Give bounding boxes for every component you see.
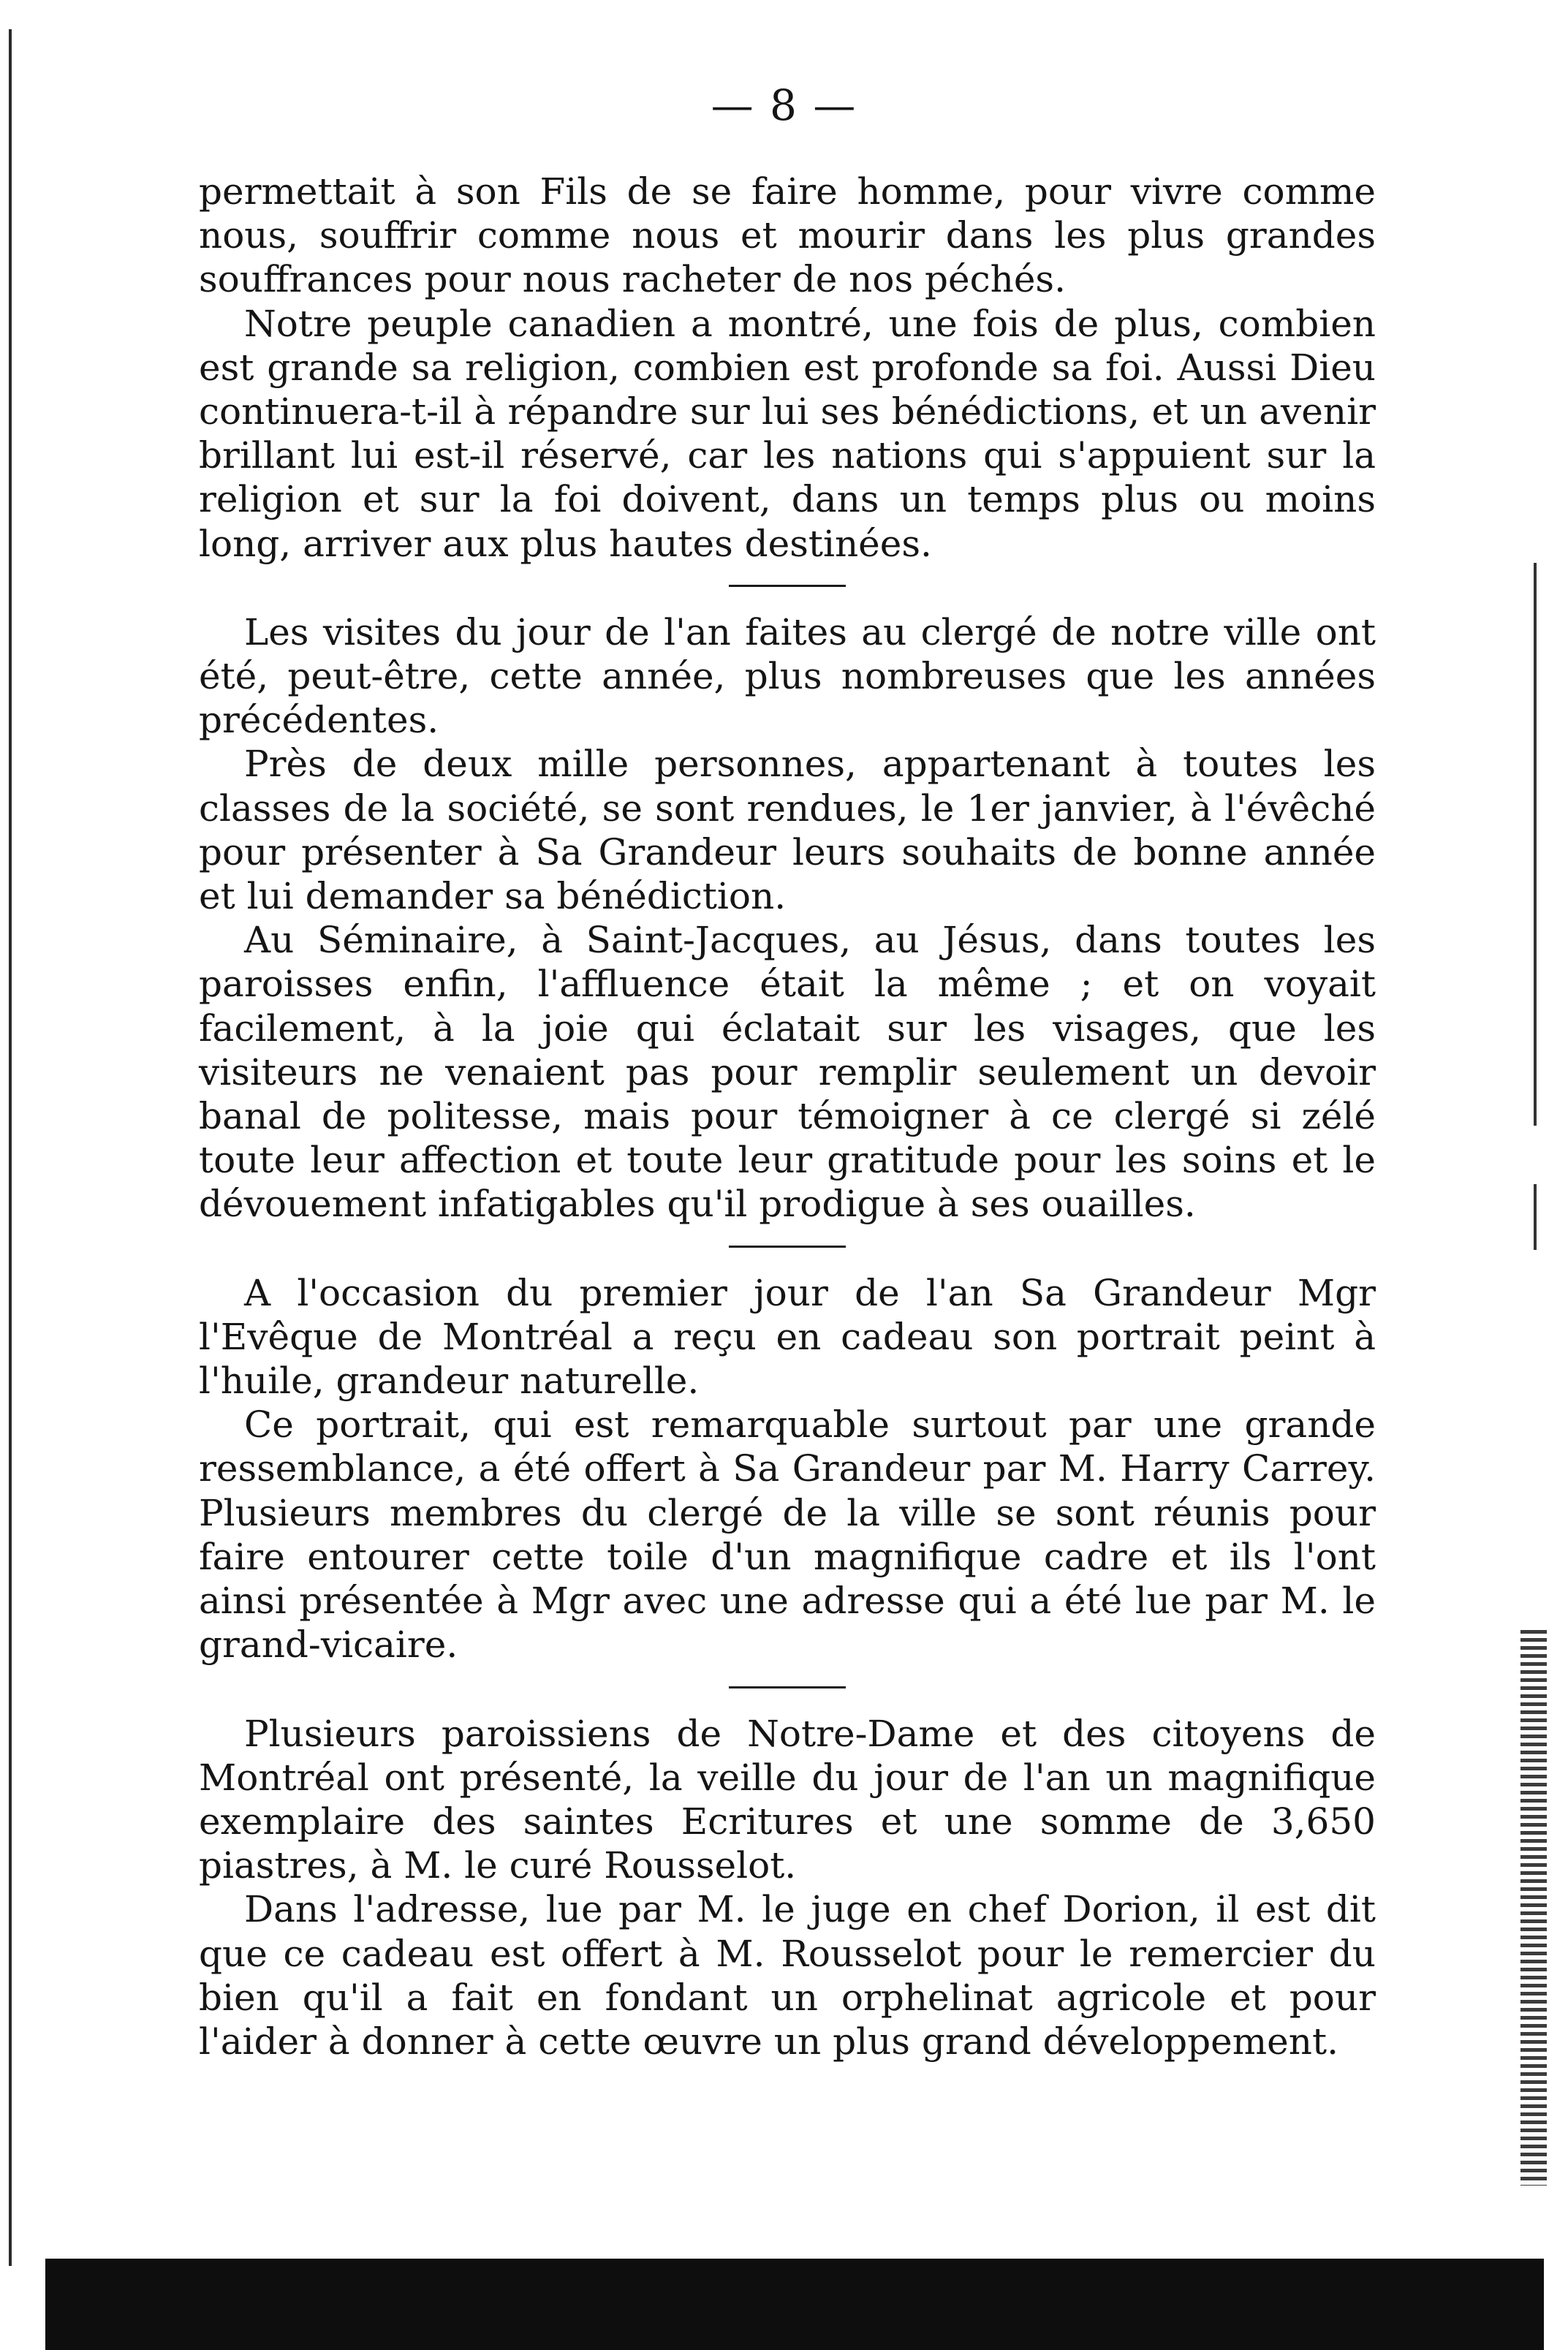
paragraph-continuation: permettait à son Fils de se faire homme, pour vivre comme nous, souffrir comme nous et mourir dans les plus grandes souffrances pour nous racheter de nos péchés. bbox=[199, 170, 1376, 301]
scan-edge-artifact bbox=[1520, 1630, 1547, 2186]
paragraph: Près de deux mille personnes, appartenant à toutes les classes de la société, se sont rendues, le 1er janvier, à l'évêché pour présenter à Sa Grandeur leurs souhaits de bonne année et lui demander sa bénédiction. bbox=[199, 743, 1376, 918]
paragraph: Notre peuple canadien a montré, une fois de plus, combien est grande sa religion, combien est profonde sa foi. Aussi Dieu continuera-t-il à répandre sur lui ses bénédictions, et un avenir brillant lui est-il réservé, car les nations qui s'appuient sur la religion et sur la foi doivent, dans un temps plus ou moins long, arriver aux plus hautes destinées. bbox=[199, 302, 1376, 565]
scan-right-rule bbox=[1534, 563, 1537, 1126]
paragraph: Les visites du jour de l'an faites au clergé de notre ville ont été, peut-être, cette année, plus nombreuses que les années précédentes. bbox=[199, 610, 1376, 742]
paragraph: Au Séminaire, à Saint-Jacques, au Jésus, dans toutes les paroisses enfin, l'affluence était la même ; et on voyait facilement, à la joie qui éclatait sur les visages, que les visiteurs ne venaient pas pour remplir seulement un devoir banal de politesse, mais pour témoigner à ce clergé si zélé toute leur affection et toute leur gratitude pour les soins et le dévouement infatigables qu'il prodigue à ses ouailles. bbox=[199, 919, 1376, 1226]
paragraph: Ce portrait, qui est remarquable surtout par une grande ressemblance, a été offert à Sa Grandeur par M. Harry Carrey. Plusieurs membres du clergé de la ville se sont réunis pour faire entourer cette toile d'un magnifique cadre et ils l'ont ainsi présentée à Mgr avec une adresse qui a été lue par M. le grand-vicaire. bbox=[199, 1403, 1376, 1667]
section-separator bbox=[729, 1246, 846, 1248]
paragraph: Dans l'adresse, lue par M. le juge en chef Dorion, il est dit que ce cadeau est offert à M. Rousselot pour le remercier du bien qu'il a fait en fondant un orphelinat agricole et pour l'aider à donner à cette œuvre un plus grand développement. bbox=[199, 1888, 1376, 2063]
paragraph: A l'occasion du premier jour de l'an Sa Grandeur Mgr l'Evêque de Montréal a reçu en cadeau son portrait peint à l'huile, grandeur naturelle. bbox=[199, 1271, 1376, 1403]
scan-right-rule-lower bbox=[1534, 1184, 1537, 1250]
scan-left-edge bbox=[9, 29, 12, 2266]
body-text bbox=[199, 170, 1376, 2063]
section-separator bbox=[729, 585, 846, 587]
section-separator bbox=[729, 1686, 846, 1688]
scan-bottom-border bbox=[45, 2259, 1544, 2350]
page-number: — 8 — bbox=[711, 80, 857, 130]
paragraph: Plusieurs paroissiens de Notre-Dame et des citoyens de Montréal ont présenté, la veille du jour de l'an un magnifique exemplaire des saintes Ecritures et une somme de 3,650 piastres, à M. le curé Rousselot. bbox=[199, 1712, 1376, 1887]
